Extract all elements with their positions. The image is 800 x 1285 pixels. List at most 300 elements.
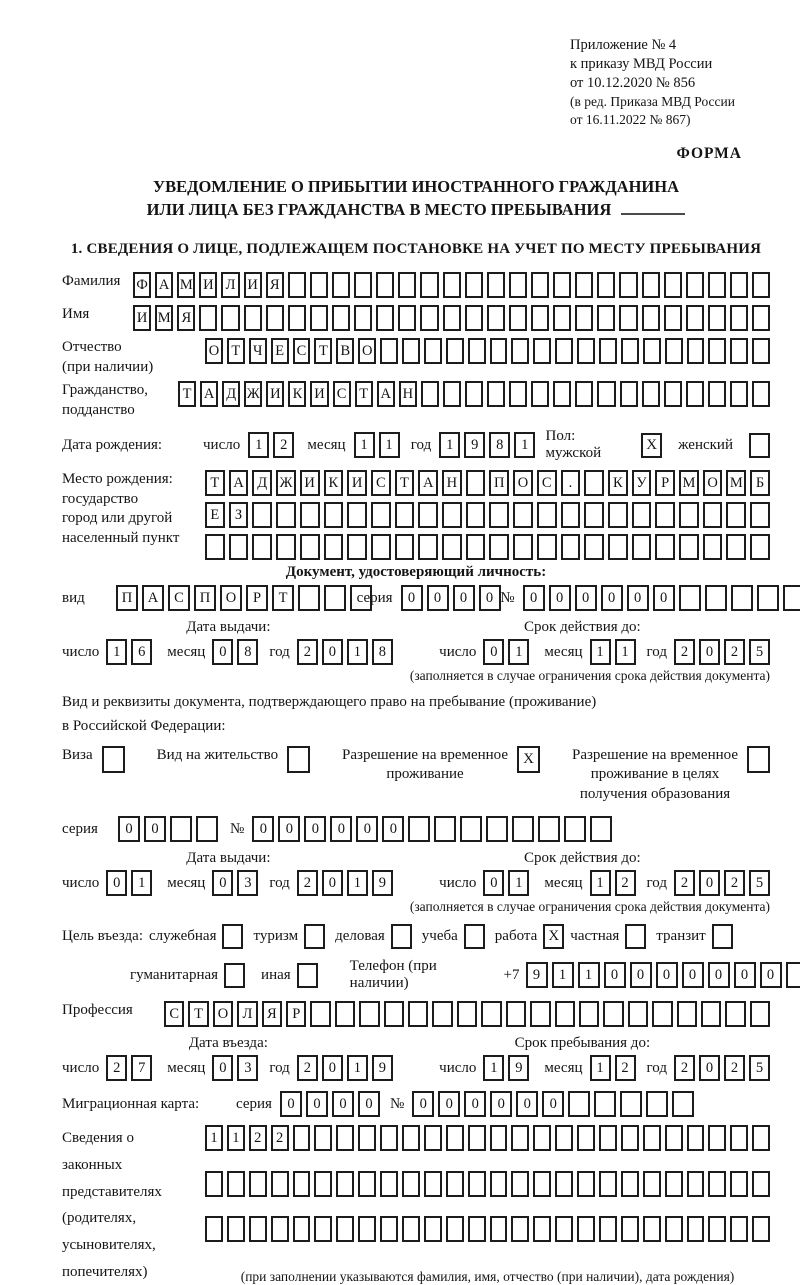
char-box[interactable] [170, 816, 192, 842]
char-box[interactable] [490, 1171, 508, 1197]
char-box[interactable]: 0 [490, 1091, 512, 1117]
char-box[interactable] [533, 1171, 551, 1197]
char-box[interactable] [376, 272, 394, 298]
char-box[interactable]: Ф [133, 272, 151, 298]
char-box[interactable] [672, 1091, 694, 1117]
char-box[interactable] [271, 1216, 289, 1242]
char-box[interactable]: 1 [379, 432, 400, 458]
char-box[interactable]: Ч [249, 338, 267, 364]
char-box[interactable] [347, 502, 367, 528]
char-box[interactable]: 1 [347, 639, 368, 665]
char-box[interactable] [555, 338, 573, 364]
char-box[interactable] [564, 816, 586, 842]
char-box[interactable] [288, 272, 306, 298]
char-box[interactable] [310, 305, 328, 331]
char-box[interactable]: С [164, 1001, 184, 1027]
char-box[interactable] [347, 534, 367, 560]
male-checkbox[interactable]: X [641, 433, 662, 458]
char-box[interactable]: 1 [508, 870, 529, 896]
char-box[interactable]: 0 [479, 585, 501, 611]
char-box[interactable] [643, 338, 661, 364]
char-box[interactable] [358, 1216, 376, 1242]
temp-permit-checkbox[interactable]: X [517, 746, 540, 773]
char-box[interactable]: Ж [244, 381, 262, 407]
purpose-private-checkbox[interactable] [625, 924, 646, 949]
char-box[interactable] [205, 534, 225, 560]
char-box[interactable] [537, 502, 557, 528]
char-box[interactable] [575, 381, 593, 407]
char-box[interactable]: 6 [131, 639, 152, 665]
char-box[interactable]: Т [355, 381, 373, 407]
char-box[interactable]: 3 [237, 870, 258, 896]
char-box[interactable] [371, 502, 391, 528]
char-box[interactable]: Р [655, 470, 675, 496]
char-box[interactable]: 0 [708, 962, 730, 988]
char-box[interactable] [621, 1171, 639, 1197]
purpose-business-checkbox[interactable] [391, 924, 412, 949]
char-box[interactable] [561, 502, 581, 528]
purpose-official-checkbox[interactable] [222, 924, 243, 949]
char-box[interactable] [354, 305, 372, 331]
char-box[interactable] [271, 1171, 289, 1197]
purpose-work-checkbox[interactable]: X [543, 924, 564, 949]
char-box[interactable] [424, 338, 442, 364]
char-box[interactable]: И [266, 381, 284, 407]
char-box[interactable] [300, 502, 320, 528]
char-box[interactable] [687, 1216, 705, 1242]
char-box[interactable] [443, 272, 461, 298]
char-box[interactable]: 0 [118, 816, 140, 842]
char-box[interactable]: 0 [322, 639, 343, 665]
char-box[interactable]: 2 [297, 1055, 318, 1081]
char-box[interactable] [487, 272, 505, 298]
char-box[interactable]: 0 [212, 639, 233, 665]
char-box[interactable] [533, 338, 551, 364]
char-box[interactable]: 1 [131, 870, 152, 896]
char-box[interactable] [577, 1171, 595, 1197]
char-box[interactable] [590, 816, 612, 842]
char-box[interactable] [679, 534, 699, 560]
char-box[interactable] [555, 1216, 573, 1242]
char-box[interactable]: 0 [653, 585, 675, 611]
char-box[interactable]: Т [227, 338, 245, 364]
char-box[interactable] [568, 1091, 590, 1117]
char-box[interactable] [555, 1125, 573, 1151]
char-box[interactable]: 9 [526, 962, 548, 988]
char-box[interactable]: 2 [106, 1055, 127, 1081]
char-box[interactable]: 0 [322, 870, 343, 896]
char-box[interactable]: М [679, 470, 699, 496]
char-box[interactable]: Е [271, 338, 289, 364]
char-box[interactable] [708, 272, 726, 298]
char-box[interactable] [597, 381, 615, 407]
char-box[interactable] [465, 381, 483, 407]
char-box[interactable]: 1 [514, 432, 535, 458]
char-box[interactable] [205, 1216, 223, 1242]
char-box[interactable] [531, 305, 549, 331]
char-box[interactable] [408, 1001, 428, 1027]
char-box[interactable]: П [489, 470, 509, 496]
char-box[interactable] [575, 272, 593, 298]
purpose-humanitarian-checkbox[interactable] [224, 963, 245, 988]
char-box[interactable] [655, 502, 675, 528]
char-box[interactable]: 0 [322, 1055, 343, 1081]
char-box[interactable] [380, 338, 398, 364]
char-box[interactable] [643, 1171, 661, 1197]
char-box[interactable] [421, 381, 439, 407]
purpose-transit-checkbox[interactable] [712, 924, 733, 949]
char-box[interactable]: 1 [248, 432, 269, 458]
char-box[interactable]: О [220, 585, 242, 611]
char-box[interactable]: 0 [542, 1091, 564, 1117]
char-box[interactable]: 0 [523, 585, 545, 611]
char-box[interactable]: У [632, 470, 652, 496]
char-box[interactable]: 7 [131, 1055, 152, 1081]
char-box[interactable]: 1 [483, 1055, 504, 1081]
char-box[interactable] [752, 1125, 770, 1151]
char-box[interactable]: 2 [271, 1125, 289, 1151]
char-box[interactable] [621, 1125, 639, 1151]
char-box[interactable] [643, 1216, 661, 1242]
char-box[interactable] [420, 272, 438, 298]
char-box[interactable] [686, 272, 704, 298]
char-box[interactable] [465, 272, 483, 298]
char-box[interactable] [324, 534, 344, 560]
char-box[interactable] [490, 338, 508, 364]
char-box[interactable] [750, 1001, 770, 1027]
char-box[interactable] [708, 1125, 726, 1151]
char-box[interactable] [730, 1171, 748, 1197]
char-box[interactable] [575, 305, 593, 331]
char-box[interactable] [443, 381, 461, 407]
char-box[interactable] [687, 1125, 705, 1151]
char-box[interactable]: О [513, 470, 533, 496]
char-box[interactable]: Ж [276, 470, 296, 496]
char-box[interactable] [402, 1216, 420, 1242]
char-box[interactable] [579, 1001, 599, 1027]
char-box[interactable] [642, 272, 660, 298]
char-box[interactable] [509, 305, 527, 331]
char-box[interactable]: Н [442, 470, 462, 496]
char-box[interactable] [731, 585, 753, 611]
purpose-other-checkbox[interactable] [297, 963, 318, 988]
char-box[interactable] [314, 1125, 332, 1151]
char-box[interactable]: А [200, 381, 218, 407]
char-box[interactable] [468, 1216, 486, 1242]
char-box[interactable] [335, 1001, 355, 1027]
char-box[interactable] [708, 338, 726, 364]
char-box[interactable]: С [168, 585, 190, 611]
char-box[interactable]: 1 [347, 870, 368, 896]
char-box[interactable] [249, 1216, 267, 1242]
char-box[interactable] [577, 1216, 595, 1242]
char-box[interactable] [597, 305, 615, 331]
char-box[interactable] [750, 502, 770, 528]
char-box[interactable]: 2 [615, 870, 636, 896]
char-box[interactable]: О [358, 338, 376, 364]
char-box[interactable] [371, 534, 391, 560]
char-box[interactable] [252, 502, 272, 528]
char-box[interactable] [531, 272, 549, 298]
char-box[interactable] [509, 272, 527, 298]
char-box[interactable] [730, 338, 748, 364]
char-box[interactable] [442, 502, 462, 528]
char-box[interactable] [665, 1216, 683, 1242]
char-box[interactable]: 9 [372, 870, 393, 896]
char-box[interactable] [708, 305, 726, 331]
char-box[interactable] [457, 1001, 477, 1027]
char-box[interactable]: 0 [330, 816, 352, 842]
char-box[interactable]: 2 [249, 1125, 267, 1151]
char-box[interactable] [730, 1125, 748, 1151]
char-box[interactable]: 9 [372, 1055, 393, 1081]
char-box[interactable] [608, 534, 628, 560]
char-box[interactable]: 2 [615, 1055, 636, 1081]
char-box[interactable]: 2 [724, 1055, 745, 1081]
char-box[interactable] [490, 1216, 508, 1242]
char-box[interactable]: Т [272, 585, 294, 611]
char-box[interactable] [221, 305, 239, 331]
char-box[interactable] [490, 1125, 508, 1151]
char-box[interactable] [314, 1171, 332, 1197]
char-box[interactable] [783, 585, 800, 611]
char-box[interactable]: 0 [627, 585, 649, 611]
char-box[interactable] [687, 338, 705, 364]
char-box[interactable]: З [229, 502, 249, 528]
char-box[interactable]: 1 [590, 1055, 611, 1081]
char-box[interactable]: 0 [453, 585, 475, 611]
char-box[interactable] [619, 272, 637, 298]
char-box[interactable] [679, 585, 701, 611]
char-box[interactable]: 0 [604, 962, 626, 988]
char-box[interactable] [664, 381, 682, 407]
char-box[interactable] [665, 1171, 683, 1197]
char-box[interactable] [730, 1216, 748, 1242]
char-box[interactable] [466, 470, 486, 496]
char-box[interactable] [300, 534, 320, 560]
char-box[interactable]: 1 [578, 962, 600, 988]
char-box[interactable] [705, 585, 727, 611]
char-box[interactable] [703, 534, 723, 560]
char-box[interactable] [597, 272, 615, 298]
char-box[interactable]: 0 [656, 962, 678, 988]
char-box[interactable] [380, 1125, 398, 1151]
char-box[interactable]: П [116, 585, 138, 611]
char-box[interactable]: 0 [601, 585, 623, 611]
char-box[interactable]: 0 [734, 962, 756, 988]
char-box[interactable] [553, 305, 571, 331]
char-box[interactable] [402, 1125, 420, 1151]
char-box[interactable] [786, 962, 800, 988]
char-box[interactable]: Я [266, 272, 284, 298]
char-box[interactable]: Т [188, 1001, 208, 1027]
char-box[interactable] [530, 1001, 550, 1027]
char-box[interactable] [244, 305, 262, 331]
char-box[interactable] [384, 1001, 404, 1027]
char-box[interactable]: 0 [682, 962, 704, 988]
char-box[interactable]: 0 [278, 816, 300, 842]
char-box[interactable]: 2 [297, 870, 318, 896]
char-box[interactable] [511, 1171, 529, 1197]
char-box[interactable]: Т [395, 470, 415, 496]
char-box[interactable] [395, 502, 415, 528]
char-box[interactable] [531, 381, 549, 407]
char-box[interactable] [652, 1001, 672, 1027]
char-box[interactable]: Б [750, 470, 770, 496]
char-box[interactable] [665, 338, 683, 364]
char-box[interactable]: С [371, 470, 391, 496]
char-box[interactable] [538, 816, 560, 842]
char-box[interactable]: И [199, 272, 217, 298]
char-box[interactable]: 0 [699, 870, 720, 896]
char-box[interactable]: 0 [280, 1091, 302, 1117]
char-box[interactable] [487, 381, 505, 407]
char-box[interactable] [420, 305, 438, 331]
char-box[interactable]: 0 [516, 1091, 538, 1117]
char-box[interactable]: 1 [508, 639, 529, 665]
char-box[interactable] [584, 534, 604, 560]
char-box[interactable] [358, 1125, 376, 1151]
char-box[interactable] [466, 502, 486, 528]
char-box[interactable]: 1 [615, 639, 636, 665]
char-box[interactable]: 8 [489, 432, 510, 458]
char-box[interactable]: Р [246, 585, 268, 611]
char-box[interactable] [513, 534, 533, 560]
char-box[interactable]: 1 [354, 432, 375, 458]
char-box[interactable]: О [205, 338, 223, 364]
char-box[interactable]: Я [262, 1001, 282, 1027]
residence-permit-checkbox[interactable] [287, 746, 310, 773]
char-box[interactable] [646, 1091, 668, 1117]
char-box[interactable] [577, 338, 595, 364]
char-box[interactable] [314, 1216, 332, 1242]
char-box[interactable] [354, 272, 372, 298]
char-box[interactable]: Е [205, 502, 225, 528]
char-box[interactable]: 0 [358, 1091, 380, 1117]
char-box[interactable]: 0 [306, 1091, 328, 1117]
char-box[interactable]: И [300, 470, 320, 496]
char-box[interactable] [506, 1001, 526, 1027]
female-checkbox[interactable] [749, 433, 770, 458]
char-box[interactable] [487, 305, 505, 331]
char-box[interactable]: 2 [724, 870, 745, 896]
char-box[interactable] [324, 585, 346, 611]
char-box[interactable] [511, 1125, 529, 1151]
char-box[interactable]: 0 [212, 870, 233, 896]
char-box[interactable] [537, 534, 557, 560]
char-box[interactable] [642, 305, 660, 331]
char-box[interactable] [725, 1001, 745, 1027]
char-box[interactable]: 2 [297, 639, 318, 665]
char-box[interactable] [199, 305, 217, 331]
char-box[interactable]: Т [178, 381, 196, 407]
char-box[interactable] [434, 816, 456, 842]
char-box[interactable]: 0 [144, 816, 166, 842]
char-box[interactable] [701, 1001, 721, 1027]
char-box[interactable]: Л [221, 272, 239, 298]
purpose-study-checkbox[interactable] [464, 924, 485, 949]
char-box[interactable] [679, 502, 699, 528]
char-box[interactable] [376, 305, 394, 331]
char-box[interactable]: 1 [590, 870, 611, 896]
char-box[interactable] [466, 534, 486, 560]
char-box[interactable] [266, 305, 284, 331]
char-box[interactable] [227, 1216, 245, 1242]
char-box[interactable]: 0 [699, 639, 720, 665]
char-box[interactable] [752, 1171, 770, 1197]
char-box[interactable] [599, 338, 617, 364]
char-box[interactable]: М [726, 470, 746, 496]
char-box[interactable] [398, 305, 416, 331]
char-box[interactable]: 2 [273, 432, 294, 458]
char-box[interactable]: 0 [427, 585, 449, 611]
char-box[interactable] [424, 1216, 442, 1242]
char-box[interactable]: 0 [575, 585, 597, 611]
char-box[interactable]: 2 [674, 1055, 695, 1081]
char-box[interactable] [460, 816, 482, 842]
char-box[interactable] [752, 1216, 770, 1242]
char-box[interactable] [432, 1001, 452, 1027]
char-box[interactable] [687, 1171, 705, 1197]
char-box[interactable] [336, 1216, 354, 1242]
char-box[interactable]: С [293, 338, 311, 364]
purpose-tourism-checkbox[interactable] [304, 924, 325, 949]
char-box[interactable] [555, 1001, 575, 1027]
char-box[interactable] [628, 1001, 648, 1027]
char-box[interactable]: 8 [237, 639, 258, 665]
edu-permit-checkbox[interactable] [747, 746, 770, 773]
char-box[interactable]: А [229, 470, 249, 496]
char-box[interactable] [511, 1216, 529, 1242]
char-box[interactable]: 2 [674, 870, 695, 896]
char-box[interactable] [511, 338, 529, 364]
char-box[interactable] [632, 502, 652, 528]
char-box[interactable] [402, 338, 420, 364]
char-box[interactable]: М [177, 272, 195, 298]
char-box[interactable] [555, 1171, 573, 1197]
char-box[interactable] [395, 534, 415, 560]
char-box[interactable] [298, 585, 320, 611]
char-box[interactable]: 0 [212, 1055, 233, 1081]
char-box[interactable]: 0 [760, 962, 782, 988]
char-box[interactable] [603, 1001, 623, 1027]
char-box[interactable] [752, 305, 770, 331]
char-box[interactable]: И [133, 305, 151, 331]
char-box[interactable] [664, 305, 682, 331]
char-box[interactable]: 1 [439, 432, 460, 458]
char-box[interactable]: 2 [674, 639, 695, 665]
char-box[interactable] [664, 272, 682, 298]
char-box[interactable] [750, 534, 770, 560]
char-box[interactable] [446, 1125, 464, 1151]
char-box[interactable] [252, 534, 272, 560]
char-box[interactable] [489, 502, 509, 528]
char-box[interactable] [665, 1125, 683, 1151]
char-box[interactable] [380, 1216, 398, 1242]
char-box[interactable] [561, 534, 581, 560]
char-box[interactable] [726, 534, 746, 560]
char-box[interactable] [621, 1216, 639, 1242]
char-box[interactable]: А [155, 272, 173, 298]
char-box[interactable]: 1 [106, 639, 127, 665]
char-box[interactable]: К [324, 470, 344, 496]
char-box[interactable] [336, 1171, 354, 1197]
char-box[interactable] [584, 470, 604, 496]
char-box[interactable]: Д [252, 470, 272, 496]
char-box[interactable] [402, 1171, 420, 1197]
char-box[interactable] [358, 1171, 376, 1197]
char-box[interactable] [408, 816, 430, 842]
